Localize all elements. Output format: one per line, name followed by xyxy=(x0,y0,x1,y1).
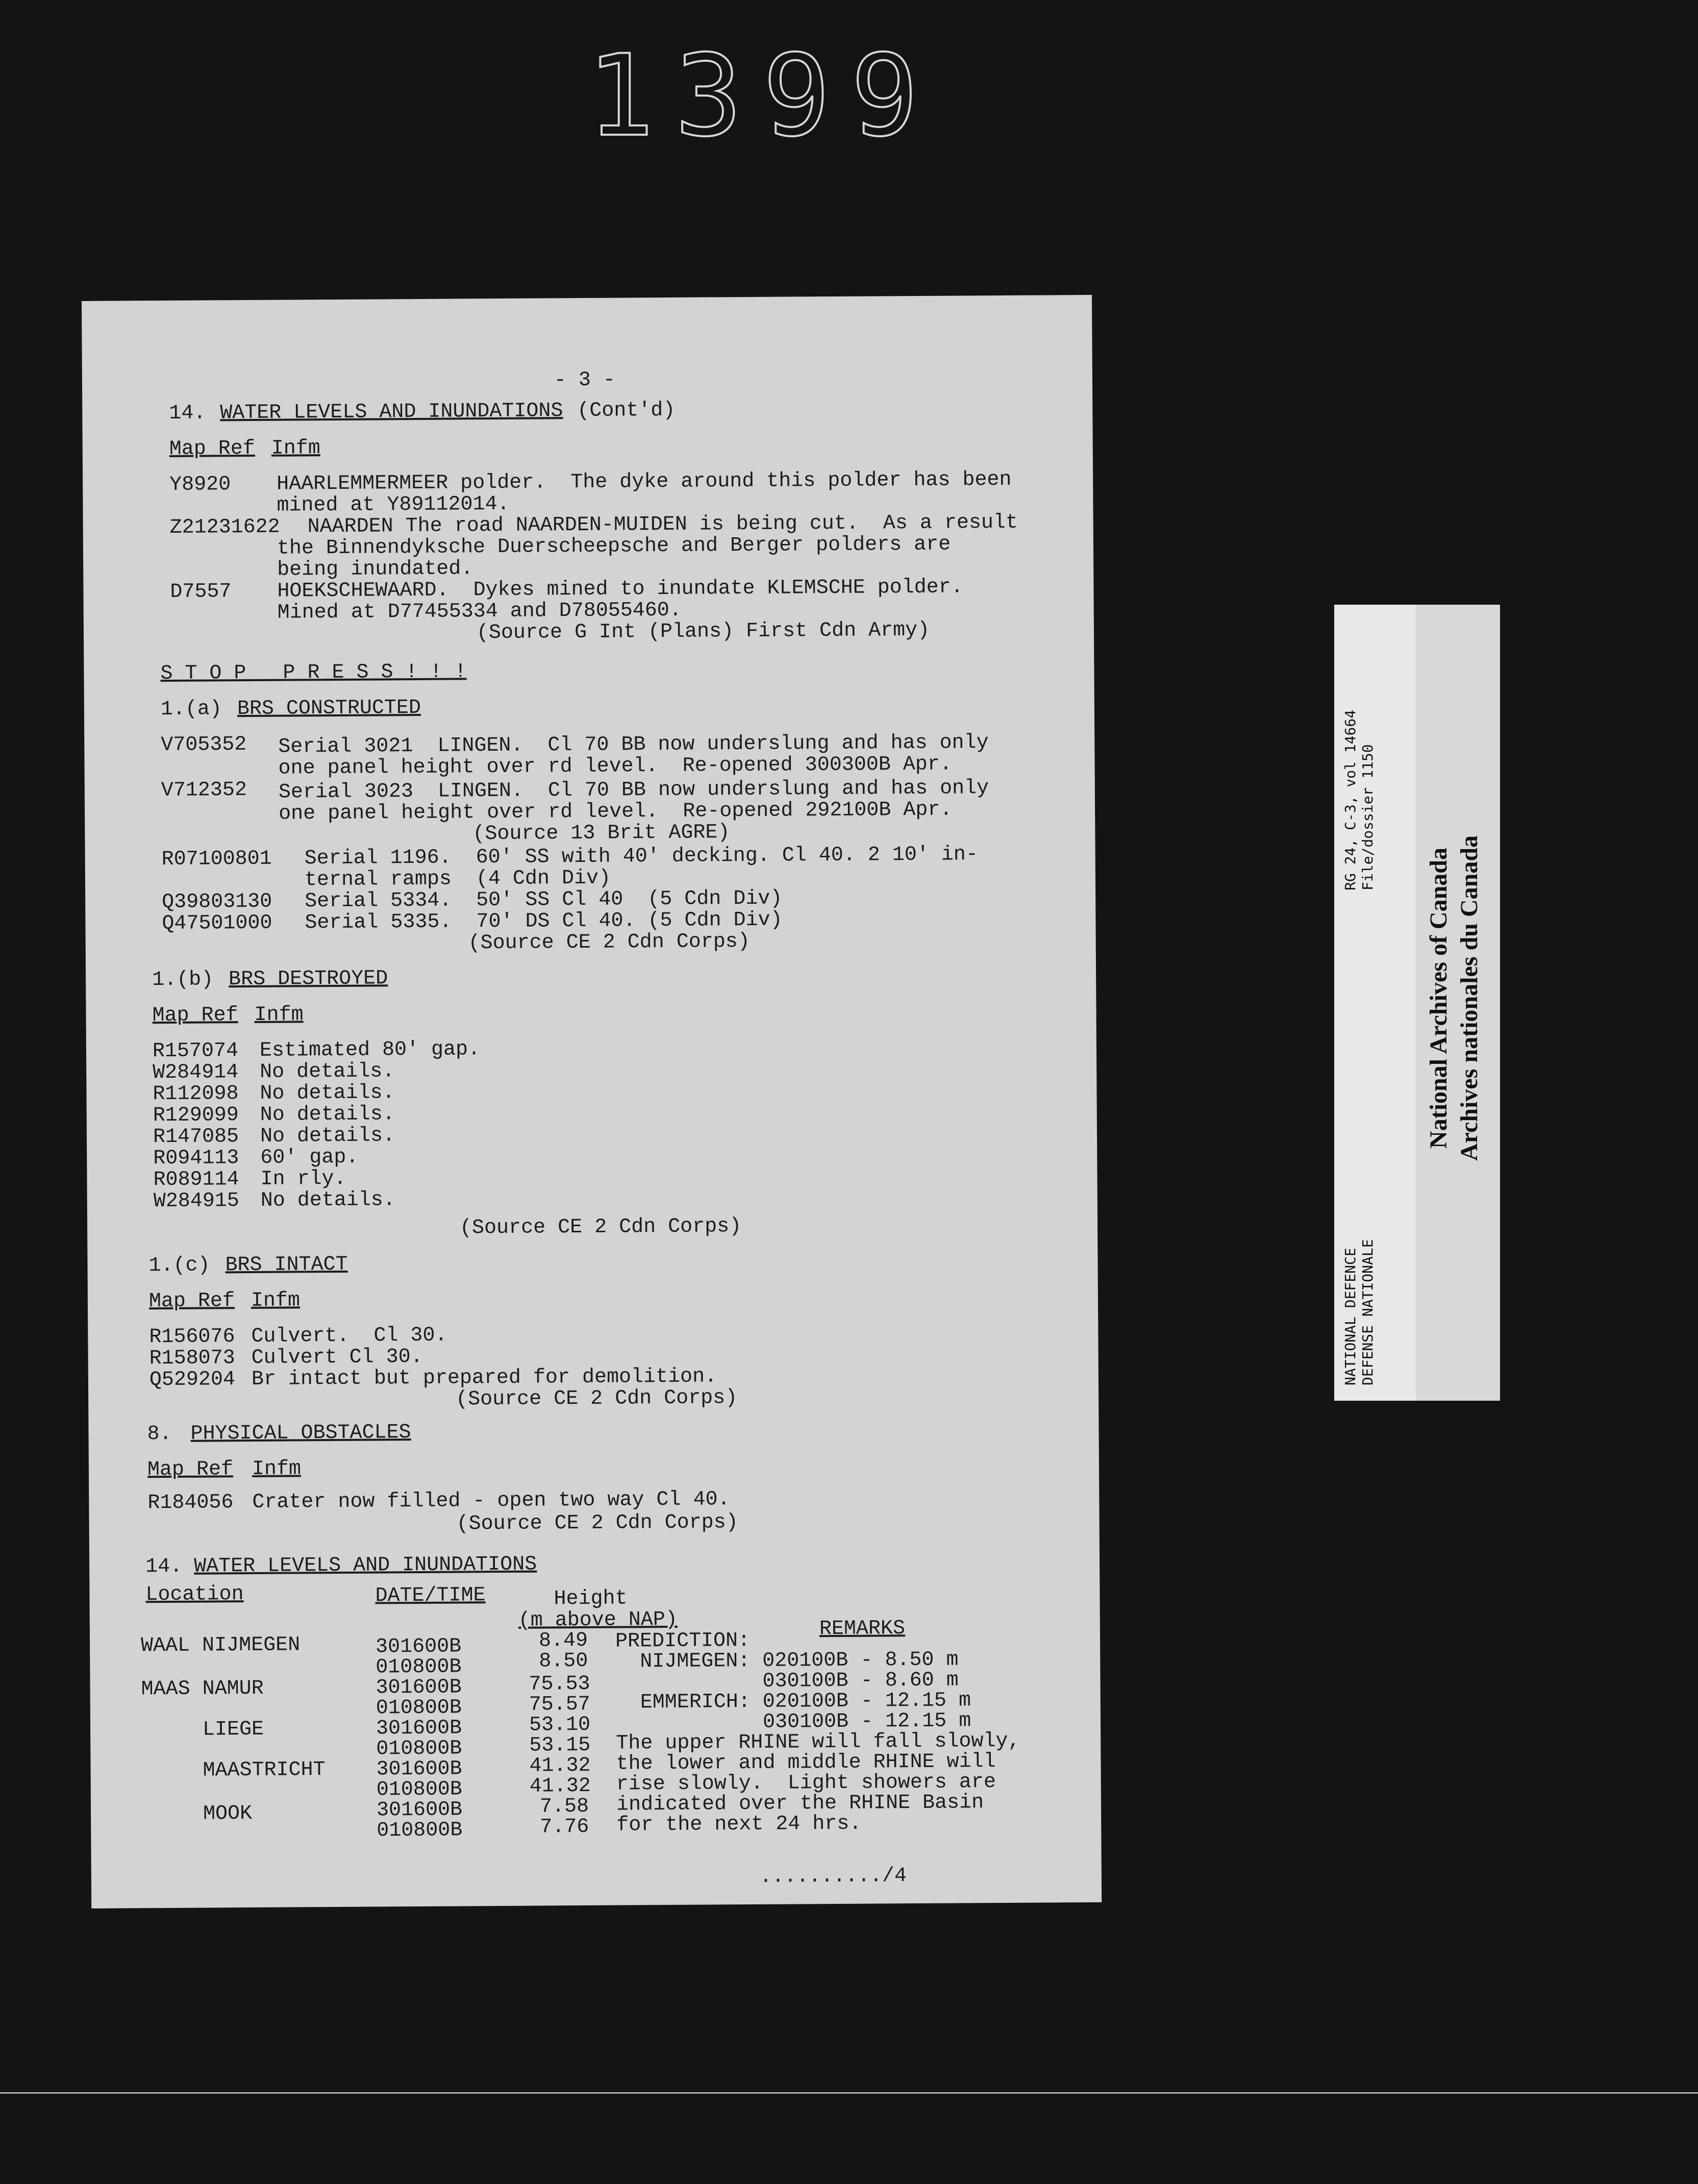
height-value: 7.76 xyxy=(540,1815,589,1839)
remarks-line: indicated over the RHINE Basin xyxy=(616,1791,984,1817)
location-name: LIEGE xyxy=(202,1718,264,1742)
height-value: 75.57 xyxy=(529,1693,590,1717)
height-value: 8.50 xyxy=(539,1649,588,1673)
map-ref: D7557 xyxy=(170,580,232,604)
map-ref: R07100801 xyxy=(161,847,272,872)
archive-ref-line: File/dossier 1150 xyxy=(1359,744,1376,890)
section-number: 14. xyxy=(169,402,206,425)
map-ref: R158073 xyxy=(149,1347,235,1371)
defence-line: DEFENSE NATIONALE xyxy=(1359,1239,1376,1385)
defence-stamp xyxy=(1342,1239,1377,1385)
column-header-map-ref: Map Ref xyxy=(148,1289,235,1313)
map-ref: R089114 xyxy=(153,1168,239,1192)
archive-name-tab xyxy=(1416,605,1500,1401)
column-header-infm: Infm xyxy=(252,1457,302,1481)
entry-line: being inundated. xyxy=(277,557,473,582)
entry-line: one panel height over rd level. Re-opened 300300B Apr. xyxy=(278,753,952,780)
entry-line: Serial 5335. 70' DS Cl 40. (5 Cdn Div) xyxy=(305,908,783,935)
map-ref: V705352 xyxy=(161,733,247,757)
map-ref: R156076 xyxy=(149,1325,235,1349)
datetime-value: 301600B xyxy=(376,1676,462,1700)
entry-infm: Estimated 80' gap. xyxy=(259,1038,481,1062)
datetime-value: 301600B xyxy=(376,1798,463,1822)
map-ref: Q39803130 xyxy=(162,890,272,914)
location-name: MAAS NAMUR xyxy=(141,1677,264,1701)
map-ref: R129099 xyxy=(153,1104,239,1128)
remarks-line: the lower and middle RHINE will xyxy=(616,1750,996,1776)
section-heading: PHYSICAL OBSTACLES xyxy=(190,1421,411,1446)
remarks-line: rise slowly. Light showers are xyxy=(616,1771,996,1796)
location-name: MAASTRICHT xyxy=(203,1758,326,1782)
datetime-value: 010800B xyxy=(376,1655,462,1679)
source-note: (Source CE 2 Cdn Corps) xyxy=(456,1386,738,1411)
entry-infm: Crater now filled - open two way Cl 40. xyxy=(252,1488,730,1515)
datetime-value: 010800B xyxy=(376,1778,463,1802)
document-page xyxy=(82,295,1102,1908)
height-value: 53.15 xyxy=(529,1733,591,1757)
column-header-location: Location xyxy=(145,1583,244,1607)
entry-line: HAARLEMMERMEER polder. The dyke around this polder has been xyxy=(277,468,1012,496)
section-number: 1.(a) xyxy=(160,698,222,722)
source-note: (Source 13 Brit AGRE) xyxy=(472,821,730,846)
section-number: 1.(c) xyxy=(148,1254,210,1278)
entry-line: the Binnendyksche Duerscheepsche and Berger polders are xyxy=(277,533,951,560)
location-name: MOOK xyxy=(203,1802,253,1826)
map-ref: R094113 xyxy=(153,1147,239,1171)
column-header-height: Height xyxy=(554,1587,628,1611)
height-value: 7.58 xyxy=(539,1795,589,1819)
column-header-map-ref: Map Ref xyxy=(169,437,255,461)
section-heading: WATER LEVELS AND INUNDATIONS xyxy=(194,1553,537,1578)
column-header-infm: Infm xyxy=(251,1289,301,1313)
map-ref: W284915 xyxy=(153,1189,239,1213)
height-value: 53.10 xyxy=(529,1713,591,1737)
entry-line: Serial 3023 LINGEN. Cl 70 BB now underslung and has only xyxy=(278,777,989,804)
map-ref: V712352 xyxy=(161,779,247,803)
map-ref: Q47501000 xyxy=(162,911,272,936)
entry-infm: 60' gap. xyxy=(260,1146,359,1170)
map-ref: Q529204 xyxy=(149,1368,236,1392)
location-name: WAAL NIJMEGEN xyxy=(140,1633,301,1658)
map-ref: R157074 xyxy=(152,1039,239,1063)
section-heading: WATER LEVELS AND INUNDATIONS xyxy=(220,400,563,425)
source-note: (Source G Int (Plans) First Cdn Army) xyxy=(476,618,930,645)
remarks-line: NIJMEGEN: 020100B - 8.50 m xyxy=(615,1648,959,1674)
height-value: 75.53 xyxy=(529,1672,590,1696)
map-ref: R147085 xyxy=(153,1125,239,1149)
entry-infm: No details. xyxy=(260,1081,395,1105)
section-number: 1.(b) xyxy=(152,968,214,992)
archive-ref-line: RG 24, C-3, vol 14664 xyxy=(1342,709,1359,890)
source-note: (Source CE 2 Cdn Corps) xyxy=(459,1215,742,1240)
frame-number: 1399 xyxy=(587,31,939,161)
datetime-value: 301600B xyxy=(375,1635,462,1659)
remarks-line: 030100B - 12.15 m xyxy=(615,1709,971,1735)
column-header-infm: Infm xyxy=(271,437,320,460)
entry-line: HOEKSCHEWAARD. Dykes mined to inundate KLEMSCHE polder. xyxy=(277,576,963,603)
archive-name xyxy=(1424,835,1485,1161)
entry-infm: No details. xyxy=(260,1124,395,1148)
column-header-map-ref: Map Ref xyxy=(147,1458,234,1482)
entry-infm: No details. xyxy=(260,1103,395,1127)
source-note: (Source CE 2 Cdn Corps) xyxy=(456,1511,738,1536)
archive-name-en: National Archives of Canada xyxy=(1425,848,1452,1149)
entry-line: Mined at D77455334 and D78055460. xyxy=(277,599,682,625)
column-header-map-ref: Map Ref xyxy=(152,1004,238,1028)
datetime-value: 301600B xyxy=(376,1717,462,1741)
entry-infm: No details. xyxy=(260,1188,395,1212)
entry-infm: In rly. xyxy=(260,1167,346,1191)
remarks-line: for the next 24 hrs. xyxy=(616,1812,862,1837)
column-header-remarks: REMARKS xyxy=(819,1617,906,1641)
archive-name-fr: Archives nationales du Canada xyxy=(1456,835,1483,1161)
datetime-value: 010800B xyxy=(376,1737,462,1761)
entry-line: one panel height over rd level. Re-opened 292100B Apr. xyxy=(279,798,953,826)
datetime-value: 010800B xyxy=(377,1819,463,1843)
entry-line: Serial 5334. 50' SS Cl 40 (5 Cdn Div) xyxy=(305,887,783,913)
section-heading-suffix: (Cont'd) xyxy=(577,399,676,423)
page-number: - 3 - xyxy=(554,368,616,392)
entry-line: ternal ramps (4 Cdn Div) xyxy=(304,866,611,892)
column-header-height-unit: (m above NAP) xyxy=(518,1608,678,1632)
map-ref: Y8920 xyxy=(169,473,231,497)
datetime-value: 301600B xyxy=(376,1757,462,1781)
remarks-line: 030100B - 8.60 m xyxy=(615,1669,959,1694)
entry-line: NAARDEN The road NAARDEN-MUIDEN is being cut. As a result xyxy=(307,511,1018,539)
source-note: (Source CE 2 Cdn Corps) xyxy=(468,930,750,955)
map-ref: Z21231622 xyxy=(169,515,280,539)
section-heading: BRS CONSTRUCTED xyxy=(237,696,421,721)
remarks-line: EMMERICH: 020100B - 12.15 m xyxy=(615,1689,971,1715)
entry-line: mined at Y89112014. xyxy=(277,492,510,517)
defence-line: NATIONAL DEFENCE xyxy=(1342,1248,1359,1385)
section-number: 14. xyxy=(145,1555,183,1579)
map-ref: R112098 xyxy=(153,1082,239,1106)
entry-infm: Br intact but prepared for demolition. xyxy=(251,1365,717,1392)
remarks-line: PREDICTION: xyxy=(615,1629,751,1653)
section-number: 8. xyxy=(147,1422,172,1446)
section-heading: BRS DESTROYED xyxy=(228,967,388,991)
archive-reference-label xyxy=(1334,605,1421,1401)
continuation-marker: ........../4 xyxy=(759,1865,907,1889)
archive-reference xyxy=(1342,710,1377,890)
column-header-datetime: DATE/TIME xyxy=(375,1584,486,1608)
datetime-value: 010800B xyxy=(376,1696,462,1720)
entry-line: Serial 3021 LINGEN. Cl 70 BB now underslung and has only xyxy=(278,731,989,759)
map-ref: W284914 xyxy=(153,1061,239,1085)
entry-infm: Culvert Cl 30. xyxy=(251,1345,423,1370)
map-ref: R184056 xyxy=(147,1491,234,1515)
section-heading: BRS INTACT xyxy=(225,1253,348,1277)
remarks-line: The upper RHINE will fall slowly, xyxy=(616,1729,1020,1755)
height-value: 41.32 xyxy=(529,1754,591,1778)
column-header-infm: Infm xyxy=(254,1003,304,1027)
scan-border-line xyxy=(0,2092,1698,2094)
entry-infm: Culvert. Cl 30. xyxy=(251,1324,447,1349)
entry-line: Serial 1196. 60' SS with 40' decking. Cl 40. 2 10' in- xyxy=(304,843,979,871)
height-value: 8.49 xyxy=(538,1629,588,1653)
height-value: 41.32 xyxy=(529,1774,591,1798)
stop-press-heading: S T O P P R E S S ! ! ! xyxy=(160,660,467,686)
entry-infm: No details. xyxy=(260,1060,395,1084)
